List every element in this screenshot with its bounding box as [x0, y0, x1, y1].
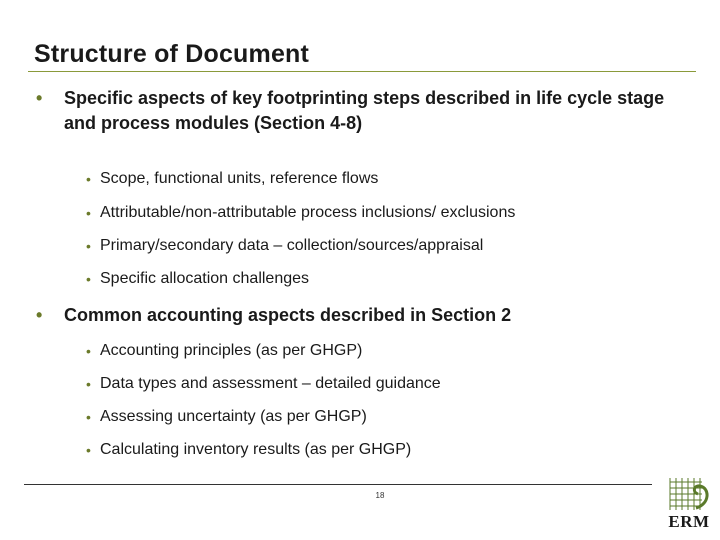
- sub-bullet-text: Specific allocation challenges: [100, 270, 310, 287]
- sub-bullet-text: Attributable/non-attributable process inclusions/ exclusions: [100, 204, 516, 221]
- bullet-text: Common accounting aspects described in Section 2: [64, 305, 512, 325]
- sub-bullet-item: [86, 406, 690, 428]
- sub-bullet-text: Calculating inventory results (as per GHGP): [100, 441, 412, 458]
- sub-bullet-text: Scope, functional units, reference flows: [100, 170, 379, 187]
- bullet-item: [36, 86, 684, 136]
- bullet-icon: •: [86, 409, 91, 425]
- bullet-icon: •: [36, 305, 43, 325]
- sub-bullet-text: Primary/secondary data – collection/sources/appraisal: [100, 237, 484, 254]
- slide-title: Structure of Document: [34, 40, 310, 68]
- sub-bullet-item: [86, 340, 690, 362]
- bullet-icon: •: [86, 238, 91, 254]
- sub-bullet-item: [86, 268, 690, 290]
- bullet-icon: •: [86, 343, 91, 359]
- bullet-item: [36, 303, 684, 328]
- sub-bullet-item: [86, 235, 690, 257]
- bullet-icon: •: [86, 376, 91, 392]
- sub-bullet-text: Assessing uncertainty (as per GHGP): [100, 408, 367, 425]
- sub-bullet-item: [86, 202, 690, 224]
- sub-bullet-text: Accounting principles (as per GHGP): [100, 342, 363, 359]
- sub-bullet-item: [86, 439, 690, 461]
- bullet-icon: •: [86, 171, 91, 187]
- title-divider: [28, 71, 696, 72]
- bullet-text: Specific aspects of key footprinting steps described in life cycle stage and process modules (Section 4-8): [64, 88, 665, 133]
- sub-bullet-item: [86, 168, 690, 190]
- bullet-icon: •: [86, 271, 91, 287]
- bullet-icon: •: [86, 205, 91, 221]
- sub-bullet-text: Data types and assessment – detailed guidance: [100, 375, 441, 392]
- bullet-icon: •: [36, 88, 43, 108]
- page-number: 18: [375, 491, 385, 500]
- erm-grid-logo-icon: [666, 474, 712, 514]
- bullet-icon: •: [86, 442, 91, 458]
- erm-logo: [664, 474, 714, 534]
- logo-text: ERM: [668, 512, 710, 531]
- sub-bullet-item: [86, 373, 690, 395]
- footer-divider: [24, 484, 652, 485]
